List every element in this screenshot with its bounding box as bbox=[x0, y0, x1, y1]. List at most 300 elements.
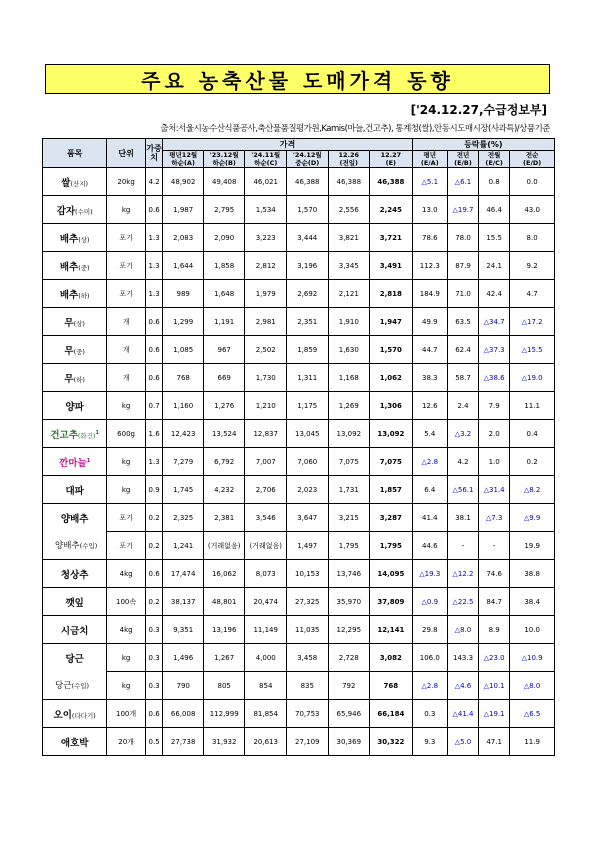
header-col-bottom: 하순(B) bbox=[212, 159, 236, 167]
table-row bbox=[43, 420, 555, 448]
price-last-month: 81,854 bbox=[245, 700, 287, 728]
rate-vs-last-month: △38.6 bbox=[479, 364, 510, 392]
table-row bbox=[43, 560, 555, 588]
table-row bbox=[43, 672, 555, 700]
unit-cell: 포기 bbox=[107, 280, 145, 308]
rate-vs-last-month: △10.1 bbox=[479, 672, 510, 700]
item-name-text: 깐마늘 bbox=[59, 457, 87, 469]
price-last-year: 967 bbox=[203, 336, 245, 364]
item-name bbox=[43, 476, 107, 504]
price-avg-year: 768 bbox=[163, 364, 203, 392]
price-last-year: 13,196 bbox=[203, 616, 245, 644]
rate-vs-last-year: △3.2 bbox=[447, 420, 478, 448]
header-col-7 bbox=[447, 151, 478, 168]
rate-vs-last-month: △34.7 bbox=[479, 308, 510, 336]
table-row bbox=[43, 196, 555, 224]
unit-cell: kg bbox=[107, 196, 145, 224]
table-row bbox=[43, 504, 555, 532]
item-qualifier: (하) bbox=[73, 375, 85, 384]
table-row bbox=[43, 336, 555, 364]
rate-vs-last-year: △12.2 bbox=[447, 560, 478, 588]
weight-cell: 0.6 bbox=[145, 364, 163, 392]
price-previous-day: 792 bbox=[328, 672, 370, 700]
header-col-9 bbox=[510, 151, 555, 168]
price-mid-month: 11,035 bbox=[286, 616, 328, 644]
table-row bbox=[43, 644, 555, 672]
price-previous-day: 1,168 bbox=[328, 364, 370, 392]
rate-vs-avg-year: 38.3 bbox=[412, 364, 447, 392]
table-row bbox=[43, 700, 555, 728]
header-col-6 bbox=[412, 151, 447, 168]
price-mid-month: 10,153 bbox=[286, 560, 328, 588]
weight-cell: 1.3 bbox=[145, 280, 163, 308]
weight-cell: 1.3 bbox=[145, 448, 163, 476]
document-title-text: 주요 농축산물 도매가격 동향 bbox=[141, 68, 454, 93]
price-avg-year: 12,423 bbox=[163, 420, 203, 448]
item-footnote-mark: 1 bbox=[86, 457, 91, 464]
item-name bbox=[43, 588, 107, 616]
price-last-year: 13,524 bbox=[203, 420, 245, 448]
header-col-bottom: (전일) bbox=[339, 159, 359, 167]
weight-cell: 1.3 bbox=[145, 224, 163, 252]
table-row bbox=[43, 392, 555, 420]
price-last-year: 6,792 bbox=[203, 448, 245, 476]
item-qualifier: (다다기) bbox=[71, 711, 96, 720]
unit-cell: 포기 bbox=[107, 252, 145, 280]
header-col-top: '24.11월 bbox=[251, 151, 281, 159]
price-current: 1,306 bbox=[370, 392, 413, 420]
price-last-month: 1,730 bbox=[245, 364, 287, 392]
table-row bbox=[43, 532, 555, 560]
price-avg-year: 1,299 bbox=[163, 308, 203, 336]
rate-vs-last-year: △5.0 bbox=[447, 728, 478, 756]
table-row bbox=[43, 588, 555, 616]
price-current: 13,092 bbox=[370, 420, 413, 448]
unit-cell: 포기 bbox=[107, 504, 145, 532]
price-mid-month: 27,109 bbox=[286, 728, 328, 756]
price-last-year: 112,999 bbox=[203, 700, 245, 728]
price-avg-year: 17,474 bbox=[163, 560, 203, 588]
rate-vs-last-year: 4.2 bbox=[447, 448, 478, 476]
price-mid-month: 1,859 bbox=[286, 336, 328, 364]
price-avg-year: 2,083 bbox=[163, 224, 203, 252]
item-qualifier: (하) bbox=[78, 291, 90, 300]
price-last-month: 46,021 bbox=[245, 168, 287, 196]
price-previous-day: 13,092 bbox=[328, 420, 370, 448]
item-name bbox=[43, 504, 107, 532]
price-last-year: 48,801 bbox=[203, 588, 245, 616]
rate-vs-avg-year: 29.8 bbox=[412, 616, 447, 644]
rate-vs-mid-month: 0.4 bbox=[510, 420, 555, 448]
rate-vs-avg-year: 106.0 bbox=[412, 644, 447, 672]
item-name bbox=[43, 700, 107, 728]
rate-vs-last-month: 7.9 bbox=[479, 392, 510, 420]
price-mid-month: 1,497 bbox=[286, 532, 328, 560]
rate-vs-avg-year: 6.4 bbox=[412, 476, 447, 504]
rate-vs-mid-month: 9.2 bbox=[510, 252, 555, 280]
price-current: 37,809 bbox=[370, 588, 413, 616]
unit-cell: kg bbox=[107, 448, 145, 476]
rate-vs-last-year: △56.1 bbox=[447, 476, 478, 504]
rate-vs-mid-month: △19.0 bbox=[510, 364, 555, 392]
item-qualifier: (화건) bbox=[77, 431, 96, 440]
price-current: 3,491 bbox=[370, 252, 413, 280]
unit-cell: 개 bbox=[107, 336, 145, 364]
rate-vs-last-month: △31.4 bbox=[479, 476, 510, 504]
price-mid-month: 2,692 bbox=[286, 280, 328, 308]
unit-cell: 4kg bbox=[107, 560, 145, 588]
item-name bbox=[43, 252, 107, 280]
weight-cell: 0.6 bbox=[145, 336, 163, 364]
price-last-month: 7,007 bbox=[245, 448, 287, 476]
rate-vs-avg-year: 49.9 bbox=[412, 308, 447, 336]
weight-cell: 0.2 bbox=[145, 588, 163, 616]
price-avg-year: 27,738 bbox=[163, 728, 203, 756]
item-name-text: 건고추 bbox=[50, 429, 78, 441]
price-last-month: 3,223 bbox=[245, 224, 287, 252]
header-col-top: 평년12월 bbox=[169, 151, 198, 159]
rate-vs-last-year: △22.5 bbox=[447, 588, 478, 616]
weight-cell: 0.3 bbox=[145, 672, 163, 700]
header-col-bottom: 하순(A) bbox=[171, 159, 195, 167]
price-previous-day: 1,630 bbox=[328, 336, 370, 364]
rate-vs-avg-year: 112.3 bbox=[412, 252, 447, 280]
price-mid-month: 46,388 bbox=[286, 168, 328, 196]
item-name bbox=[43, 224, 107, 252]
price-last-year: 16,062 bbox=[203, 560, 245, 588]
price-previous-day: 2,556 bbox=[328, 196, 370, 224]
rate-vs-last-year: △8.0 bbox=[447, 616, 478, 644]
header-col-bottom: (E/C) bbox=[485, 159, 503, 167]
rate-vs-last-month: △23.0 bbox=[479, 644, 510, 672]
rate-vs-mid-month: 4.7 bbox=[510, 280, 555, 308]
rate-vs-last-year: △41.4 bbox=[447, 700, 478, 728]
rate-vs-mid-month: 38.4 bbox=[510, 588, 555, 616]
price-last-month: 20,613 bbox=[245, 728, 287, 756]
rate-vs-avg-year: 41.4 bbox=[412, 504, 447, 532]
rate-vs-last-year: 63.5 bbox=[447, 308, 478, 336]
item-qualifier: (수미) bbox=[75, 207, 93, 216]
rate-vs-avg-year: 0.3 bbox=[412, 700, 447, 728]
rate-vs-last-year: - bbox=[447, 532, 478, 560]
weight-cell: 0.6 bbox=[145, 308, 163, 336]
item-name bbox=[43, 196, 107, 224]
price-current: 1,062 bbox=[370, 364, 413, 392]
rate-vs-last-year: 2.4 bbox=[447, 392, 478, 420]
weight-cell: 0.2 bbox=[145, 532, 163, 560]
price-avg-year: 1,987 bbox=[163, 196, 203, 224]
price-last-year: 805 bbox=[203, 672, 245, 700]
item-qualifier: (상) bbox=[73, 319, 85, 328]
price-previous-day: 1,269 bbox=[328, 392, 370, 420]
item-qualifier: (산지) bbox=[70, 179, 89, 188]
price-avg-year: 1,745 bbox=[163, 476, 203, 504]
price-avg-year: 9,351 bbox=[163, 616, 203, 644]
price-avg-year: 2,325 bbox=[163, 504, 203, 532]
header-col-bottom: (E/A) bbox=[420, 159, 439, 167]
rate-vs-last-month: 24.1 bbox=[479, 252, 510, 280]
item-name-text: 당근 bbox=[55, 681, 72, 692]
unit-cell: kg bbox=[107, 476, 145, 504]
unit-cell: kg bbox=[107, 392, 145, 420]
item-name-text: 대파 bbox=[65, 485, 84, 497]
weight-cell: 0.3 bbox=[145, 616, 163, 644]
price-current: 1,570 bbox=[370, 336, 413, 364]
rate-vs-mid-month: 19.9 bbox=[510, 532, 555, 560]
header-col-bottom: 하순(C) bbox=[254, 159, 278, 167]
data-source-note: 출처:서울시농수산식품공사,축산물품질평가원,Kamis(마늘,건고추), 통계청(쌀),안동시도매시장(사과특)/상품기준 bbox=[160, 124, 550, 134]
rate-vs-mid-month: △8.0 bbox=[510, 672, 555, 700]
price-mid-month: 835 bbox=[286, 672, 328, 700]
header-col-top: 12.27 bbox=[380, 151, 402, 159]
table-row bbox=[43, 476, 555, 504]
header-col-top: '23.12월 bbox=[209, 151, 239, 159]
price-last-year: 31,932 bbox=[203, 728, 245, 756]
price-last-year: 2,090 bbox=[203, 224, 245, 252]
item-footnote-mark: 1 bbox=[95, 429, 100, 436]
price-last-year: 49,408 bbox=[203, 168, 245, 196]
weight-cell: 4.2 bbox=[145, 168, 163, 196]
table-row bbox=[43, 728, 555, 756]
header-col-4 bbox=[328, 151, 370, 168]
price-current: 768 bbox=[370, 672, 413, 700]
rate-vs-avg-year: 184.9 bbox=[412, 280, 447, 308]
price-last-year: 2,381 bbox=[203, 504, 245, 532]
rate-vs-avg-year: 44.6 bbox=[412, 532, 447, 560]
rate-vs-last-month: 8.9 bbox=[479, 616, 510, 644]
unit-cell: 100개 bbox=[107, 700, 145, 728]
weight-cell: 0.6 bbox=[145, 560, 163, 588]
price-current: 14,095 bbox=[370, 560, 413, 588]
rate-vs-mid-month: △10.9 bbox=[510, 644, 555, 672]
rate-vs-last-year: 78.0 bbox=[447, 224, 478, 252]
item-name-text: 배추 bbox=[59, 289, 79, 301]
price-mid-month: 2,023 bbox=[286, 476, 328, 504]
rate-vs-last-year: 87.9 bbox=[447, 252, 478, 280]
rate-vs-last-month: 1.0 bbox=[479, 448, 510, 476]
rate-vs-last-month: 74.6 bbox=[479, 560, 510, 588]
item-qualifier: (수입) bbox=[71, 682, 90, 691]
document-title bbox=[45, 64, 550, 94]
weight-cell: 0.3 bbox=[145, 644, 163, 672]
rate-vs-mid-month: 0.2 bbox=[510, 448, 555, 476]
price-previous-day: 30,369 bbox=[328, 728, 370, 756]
item-name-text: 양배추 bbox=[55, 541, 80, 552]
price-last-year: 1,191 bbox=[203, 308, 245, 336]
item-qualifier: (상) bbox=[78, 235, 90, 244]
price-mid-month: 7,060 bbox=[286, 448, 328, 476]
price-last-year: 1,276 bbox=[203, 392, 245, 420]
price-last-year: 4,232 bbox=[203, 476, 245, 504]
weight-cell: 1.6 bbox=[145, 420, 163, 448]
header-col-top: 12.26 bbox=[338, 151, 360, 159]
rate-vs-avg-year: △0.9 bbox=[412, 588, 447, 616]
rate-vs-mid-month: 38.8 bbox=[510, 560, 555, 588]
price-last-year: 2,795 bbox=[203, 196, 245, 224]
price-previous-day: 3,215 bbox=[328, 504, 370, 532]
price-last-year: 1,858 bbox=[203, 252, 245, 280]
price-last-year: 1,648 bbox=[203, 280, 245, 308]
item-name-text: 쌀 bbox=[61, 177, 71, 189]
item-name-text: 양파 bbox=[65, 401, 84, 413]
price-current: 1,857 bbox=[370, 476, 413, 504]
header-col-0 bbox=[163, 151, 203, 168]
price-current: 3,287 bbox=[370, 504, 413, 532]
header-col-bottom: 중순(D) bbox=[295, 159, 320, 167]
rate-vs-last-year: △4.6 bbox=[447, 672, 478, 700]
unit-cell: 포기 bbox=[107, 224, 145, 252]
item-qualifier: (수입) bbox=[79, 542, 98, 551]
item-name-text: 무 bbox=[64, 317, 74, 329]
rate-vs-avg-year: △2.8 bbox=[412, 672, 447, 700]
price-mid-month: 27,325 bbox=[286, 588, 328, 616]
report-date: ['24.12.27,수급정보부] bbox=[410, 103, 547, 117]
price-table-body bbox=[43, 168, 555, 756]
price-last-month: 20,474 bbox=[245, 588, 287, 616]
item-name-text: 배추 bbox=[59, 261, 79, 273]
table-row bbox=[43, 308, 555, 336]
price-avg-year: 48,902 bbox=[163, 168, 203, 196]
header-col-bottom: (E/B) bbox=[454, 159, 472, 167]
rate-vs-mid-month: △8.2 bbox=[510, 476, 555, 504]
rate-vs-mid-month: 11.1 bbox=[510, 392, 555, 420]
rate-vs-last-month: 42.4 bbox=[479, 280, 510, 308]
unit-cell: kg bbox=[107, 672, 145, 700]
price-current: 2,818 bbox=[370, 280, 413, 308]
price-avg-year: 38,137 bbox=[163, 588, 203, 616]
rate-vs-last-month: △19.1 bbox=[479, 700, 510, 728]
item-name-text: 당근 bbox=[65, 653, 84, 665]
header-col-top: '24.12월 bbox=[292, 151, 322, 159]
header-item: 품목 bbox=[43, 139, 107, 168]
item-name-text: 오이 bbox=[53, 709, 72, 721]
item-name bbox=[43, 364, 107, 392]
rate-vs-avg-year: △2.8 bbox=[412, 448, 447, 476]
item-name-text: 애호박 bbox=[60, 737, 89, 749]
rate-vs-avg-year: △19.3 bbox=[412, 560, 447, 588]
price-previous-day: 7,075 bbox=[328, 448, 370, 476]
price-avg-year: 989 bbox=[163, 280, 203, 308]
header-rate: 등락률(%) bbox=[412, 139, 554, 151]
rate-vs-last-year: △19.7 bbox=[447, 196, 478, 224]
rate-vs-avg-year: 13.0 bbox=[412, 196, 447, 224]
rate-vs-mid-month: 43.0 bbox=[510, 196, 555, 224]
price-avg-year: 790 bbox=[163, 672, 203, 700]
weight-cell: 0.6 bbox=[145, 700, 163, 728]
rate-vs-mid-month: 10.0 bbox=[510, 616, 555, 644]
price-current: 3,082 bbox=[370, 644, 413, 672]
price-last-month: 1,534 bbox=[245, 196, 287, 224]
rate-vs-last-month: 84.7 bbox=[479, 588, 510, 616]
rate-vs-last-month: 2.0 bbox=[479, 420, 510, 448]
price-avg-year: 1,160 bbox=[163, 392, 203, 420]
price-previous-day: 2,728 bbox=[328, 644, 370, 672]
price-mid-month: 3,196 bbox=[286, 252, 328, 280]
weight-cell: 0.6 bbox=[145, 196, 163, 224]
price-current: 2,245 bbox=[370, 196, 413, 224]
item-name bbox=[43, 448, 107, 476]
rate-vs-mid-month: △9.9 bbox=[510, 504, 555, 532]
price-last-month: 2,706 bbox=[245, 476, 287, 504]
price-last-month: 2,502 bbox=[245, 336, 287, 364]
header-col-bottom: (E) bbox=[385, 159, 397, 167]
rate-vs-mid-month: 0.0 bbox=[510, 168, 555, 196]
price-last-month: 8,073 bbox=[245, 560, 287, 588]
table-row bbox=[43, 280, 555, 308]
price-mid-month: 1,570 bbox=[286, 196, 328, 224]
price-avg-year: 1,241 bbox=[163, 532, 203, 560]
unit-cell: 포기 bbox=[107, 532, 145, 560]
price-last-year: 669 bbox=[203, 364, 245, 392]
rate-vs-mid-month: △15.5 bbox=[510, 336, 555, 364]
rate-vs-mid-month: 11.9 bbox=[510, 728, 555, 756]
rate-vs-last-year: 58.7 bbox=[447, 364, 478, 392]
unit-cell: 4kg bbox=[107, 616, 145, 644]
price-last-year: (거래없음) bbox=[203, 532, 245, 560]
header-unit: 단위 bbox=[107, 139, 145, 168]
item-name-text: 무 bbox=[64, 373, 74, 385]
price-current: 1,795 bbox=[370, 532, 413, 560]
item-name bbox=[43, 308, 107, 336]
price-previous-day: 65,946 bbox=[328, 700, 370, 728]
header-col-2 bbox=[245, 151, 287, 168]
price-current: 12,141 bbox=[370, 616, 413, 644]
item-name bbox=[43, 728, 107, 756]
header-col-top: 전월 bbox=[487, 151, 501, 159]
unit-cell: kg bbox=[107, 644, 145, 672]
price-current: 30,322 bbox=[370, 728, 413, 756]
price-table bbox=[42, 138, 555, 756]
price-mid-month: 13,045 bbox=[286, 420, 328, 448]
rate-vs-mid-month: △6.5 bbox=[510, 700, 555, 728]
rate-vs-avg-year: 12.6 bbox=[412, 392, 447, 420]
price-last-month: 2,981 bbox=[245, 308, 287, 336]
weight-cell: 0.9 bbox=[145, 476, 163, 504]
rate-vs-last-year: △6.1 bbox=[447, 168, 478, 196]
price-last-month: 4,000 bbox=[245, 644, 287, 672]
price-mid-month: 3,458 bbox=[286, 644, 328, 672]
rate-vs-last-year: 143.3 bbox=[447, 644, 478, 672]
rate-vs-last-year: 38.1 bbox=[447, 504, 478, 532]
price-last-month: 2,812 bbox=[245, 252, 287, 280]
rate-vs-last-year: 71.0 bbox=[447, 280, 478, 308]
price-mid-month: 3,444 bbox=[286, 224, 328, 252]
price-previous-day: 35,970 bbox=[328, 588, 370, 616]
price-mid-month: 1,175 bbox=[286, 392, 328, 420]
header-price: 가격 bbox=[163, 139, 412, 151]
item-name bbox=[43, 280, 107, 308]
rate-vs-avg-year: 9.3 bbox=[412, 728, 447, 756]
item-name bbox=[43, 532, 107, 560]
rate-vs-avg-year: 44.7 bbox=[412, 336, 447, 364]
item-qualifier: (중) bbox=[73, 347, 85, 356]
weight-cell: 0.7 bbox=[145, 392, 163, 420]
table-row bbox=[43, 168, 555, 196]
header-col-3 bbox=[286, 151, 328, 168]
price-previous-day: 46,388 bbox=[328, 168, 370, 196]
header-col-1 bbox=[203, 151, 245, 168]
rate-vs-last-month: 46.4 bbox=[479, 196, 510, 224]
price-avg-year: 66,008 bbox=[163, 700, 203, 728]
unit-cell: 20kg bbox=[107, 168, 145, 196]
price-last-month: 3,546 bbox=[245, 504, 287, 532]
price-mid-month: 3,647 bbox=[286, 504, 328, 532]
price-previous-day: 3,821 bbox=[328, 224, 370, 252]
rate-vs-last-month: 15.5 bbox=[479, 224, 510, 252]
price-last-month: 1,210 bbox=[245, 392, 287, 420]
price-current: 3,721 bbox=[370, 224, 413, 252]
item-name-text: 양배추 bbox=[60, 513, 89, 525]
